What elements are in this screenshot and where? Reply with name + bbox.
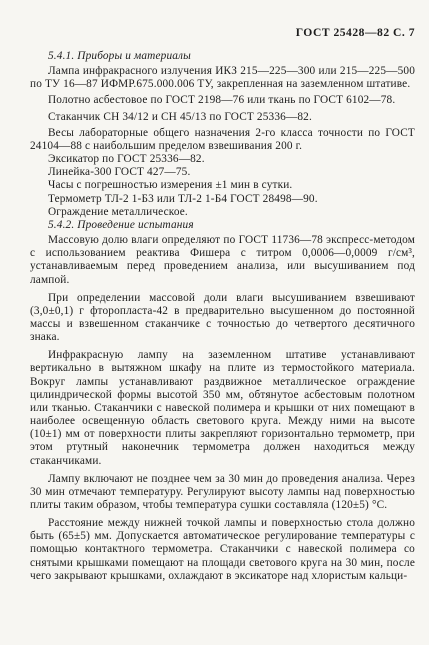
page-header: ГОСТ 25428—82 С. 7 (295, 26, 415, 39)
procedure-paragraph: Инфракрасную лампу на заземленном штативе устанавливают вертикально в вытяжном шкафу на плите из термостойкого материала. Вокруг лампы устанавливают раздвижное металлическое ограждение цилиндрической формы высотой 350 мм, обтянутое асбестовым полотном или тканью. Стаканчики с навеской полимера и крышки от них помещают в наиболее освещенную область светового круга. Между ними на высоте (10±1) мм от поверхности плиты закрепляют горизонтально термометр, при этом ртутный наконечник термометра должен находиться между стаканчиками. (30, 349, 415, 467)
procedure-paragraph: Расстояние между нижней точкой лампы и поверхностью стола должно быть (65±5) мм. Допускается автоматическое регулирование температуры с помощью контактного термометра. Стаканчики с навеской полимера со снятыми крышками помещают на площади светового круга на 30 мин, после чего закрывают крышками, охлаждают в эксикаторе над хлористым кальци- (30, 517, 415, 582)
procedure-paragraph: Лампу включают не позднее чем за 30 мин до проведения анализа. Через 30 мин отмечают температуру. Регулируют высоту лампы над поверхностью плиты таким образом, чтобы температура сушки составляла (120±5) °С. (30, 472, 415, 511)
instrument-item: Ограждение металлическое. (48, 205, 188, 218)
instrument-item: Стаканчик СН 34/12 и СН 45/13 по ГОСТ 25336—82. (48, 110, 312, 123)
instrument-item: Весы лабораторные общего назначения 2-го класса точности по ГОСТ 24104—88 с наибольшим пределом взвешивания 200 г. (30, 126, 415, 152)
instrument-item: Термометр ТЛ-2 1-Б3 или ТЛ-2 1-Б4 ГОСТ 28498—90. (48, 192, 318, 205)
instrument-item: Эксикатор по ГОСТ 25336—82. (48, 153, 205, 166)
procedure-paragraph: При определении массовой доли влаги высушиванием взвешивают (3,0±0,1) г фторопласта-42 в предварительно высушенном до постоянной массы и взвешенном стаканчике с точностью до четвертого десятичного знака. (30, 291, 415, 344)
instrument-item: Часы с погрешностью измерения ±1 мин в сутки. (48, 179, 293, 192)
procedure-paragraph: Массовую долю влаги определяют по ГОСТ 11736—78 экспресс-методом с использованием реактива Фишера с титром 0,0006—0,0009 г/см³, устанавливаемым перед проведением анализа, или высушиванием под лампой. (30, 234, 415, 286)
instrument-item: Лампа инфракрасного излучения ИКЗ 215—225—300 или 215—225—500 по ТУ 16—87 ИФМР.675.000.006 ТУ, закрепленная на заземленном штативе. (30, 65, 415, 91)
instrument-item: Линейка-300 ГОСТ 427—75. (48, 166, 191, 179)
section-title-procedure: 5.4.2. Проведение испытания (48, 218, 194, 231)
document-content (30, 50, 415, 583)
section-title-instruments: 5.4.1. Приборы и материалы (48, 50, 191, 62)
instrument-item: Полотно асбестовое по ГОСТ 2198—76 или ткань по ГОСТ 6102—78. (48, 94, 396, 107)
